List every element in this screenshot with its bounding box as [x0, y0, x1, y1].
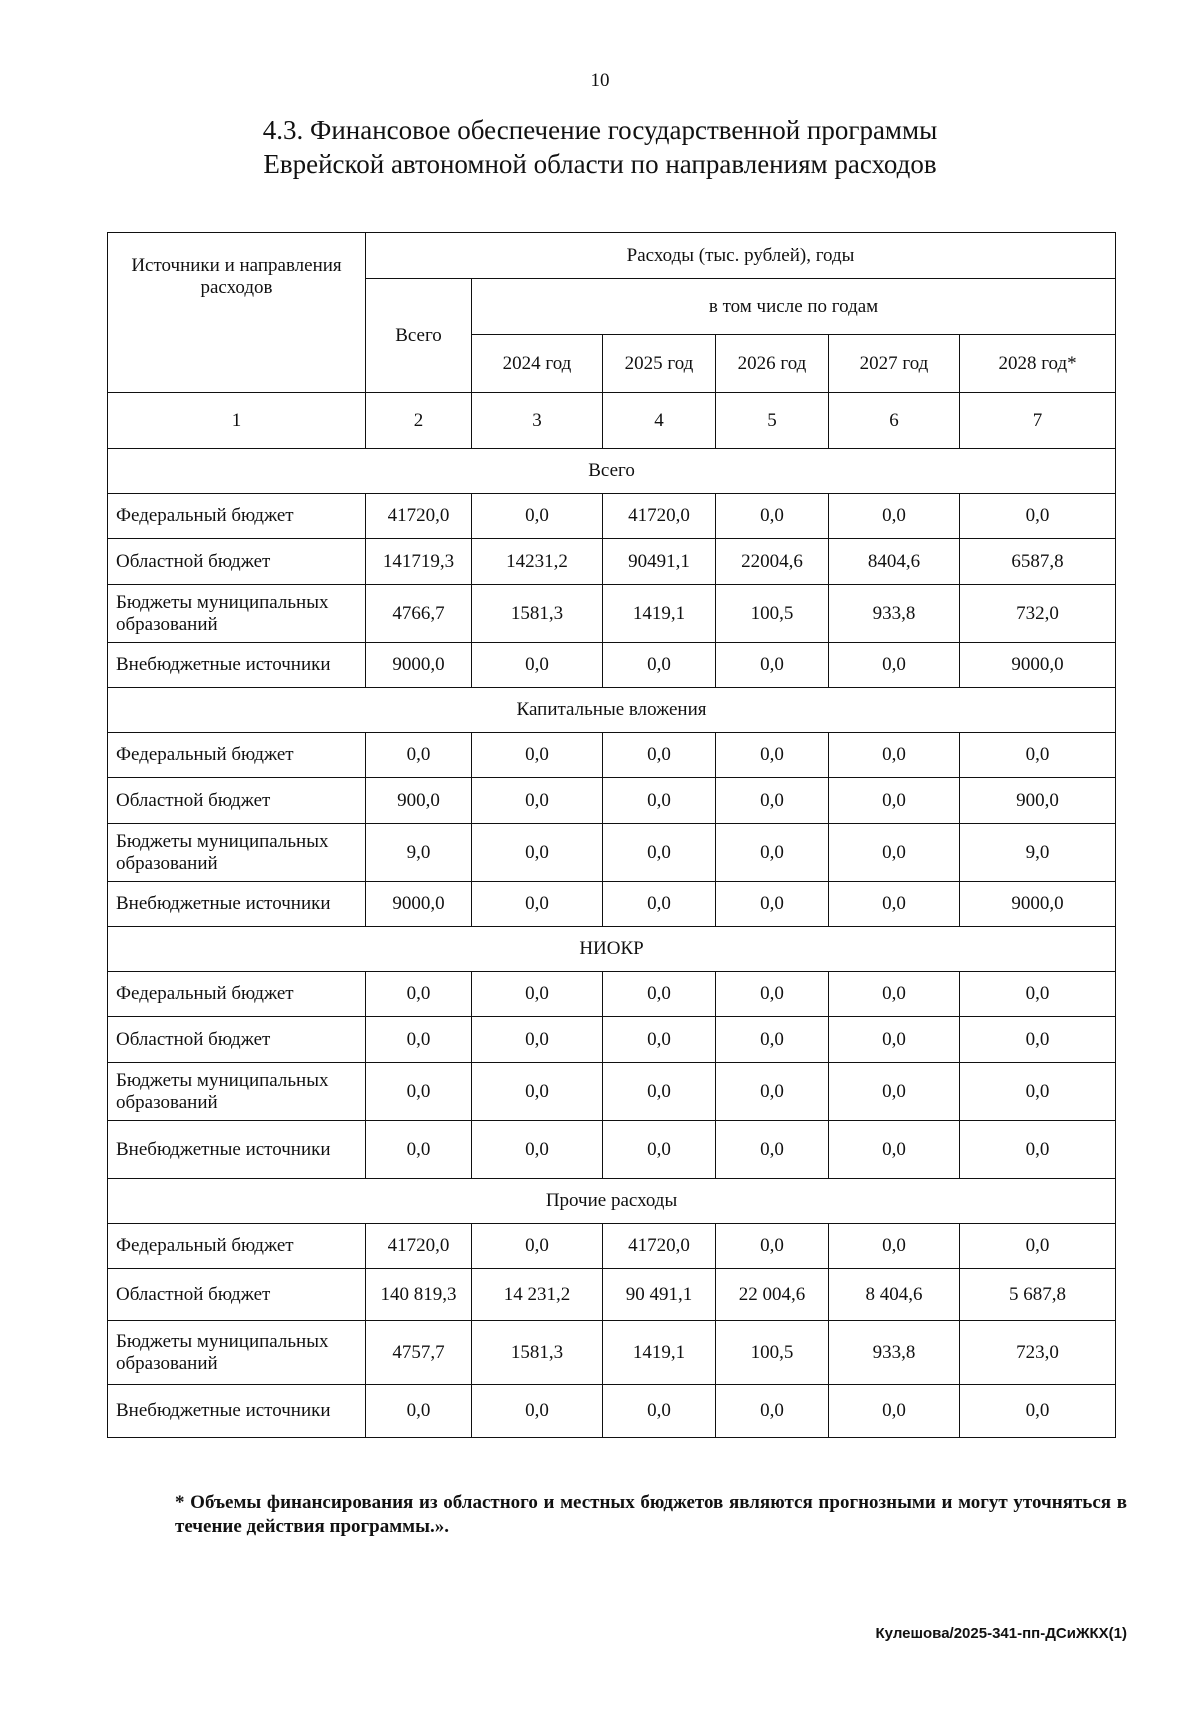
header-expenses: Расходы (тыс. рублей), годы [366, 233, 1116, 279]
section-header-row [108, 1179, 1116, 1224]
value-cell: 933,8 [829, 1321, 960, 1385]
value-cell: 9000,0 [960, 643, 1116, 688]
header-source: Источники и направления расходов [108, 233, 366, 393]
value-cell: 41720,0 [603, 1224, 716, 1269]
value-cell: 0,0 [960, 733, 1116, 778]
value-cell: 900,0 [366, 778, 472, 824]
value-cell: 0,0 [366, 733, 472, 778]
value-cell: 0,0 [716, 1385, 829, 1438]
value-cell: 0,0 [960, 972, 1116, 1017]
row-label: Бюджеты муниципальных образований [108, 585, 366, 643]
value-cell: 90491,1 [603, 539, 716, 585]
row-label: Областной бюджет [108, 778, 366, 824]
value-cell: 141719,3 [366, 539, 472, 585]
table-row [108, 539, 1116, 585]
section-header-row [108, 927, 1116, 972]
row-label: Бюджеты муниципальных образований [108, 824, 366, 882]
row-label: Областной бюджет [108, 1017, 366, 1063]
column-number: 7 [960, 393, 1116, 449]
value-cell: 0,0 [829, 1121, 960, 1179]
registration-number: Кулешова/2025-341-пп-ДСиЖКХ(1) [875, 1625, 1127, 1642]
value-cell: 0,0 [960, 1224, 1116, 1269]
page-title [0, 113, 1200, 181]
value-cell: 0,0 [603, 824, 716, 882]
value-cell: 0,0 [829, 494, 960, 539]
value-cell: 1419,1 [603, 585, 716, 643]
section-title: НИОКР [108, 927, 1116, 972]
value-cell: 9000,0 [960, 882, 1116, 927]
value-cell: 41720,0 [366, 1224, 472, 1269]
value-cell: 0,0 [829, 1385, 960, 1438]
value-cell: 14 231,2 [472, 1269, 603, 1321]
value-cell: 9000,0 [366, 882, 472, 927]
value-cell: 0,0 [829, 643, 960, 688]
value-cell: 0,0 [829, 733, 960, 778]
column-number: 5 [716, 393, 829, 449]
table-row [108, 882, 1116, 927]
value-cell: 0,0 [472, 494, 603, 539]
row-label: Федеральный бюджет [108, 733, 366, 778]
value-cell: 90 491,1 [603, 1269, 716, 1321]
value-cell: 9,0 [366, 824, 472, 882]
value-cell: 0,0 [960, 1017, 1116, 1063]
value-cell: 0,0 [603, 778, 716, 824]
value-cell: 140 819,3 [366, 1269, 472, 1321]
value-cell: 0,0 [960, 1121, 1116, 1179]
value-cell: 0,0 [366, 972, 472, 1017]
row-label: Федеральный бюджет [108, 972, 366, 1017]
value-cell: 0,0 [716, 1017, 829, 1063]
value-cell: 22 004,6 [716, 1269, 829, 1321]
value-cell: 5 687,8 [960, 1269, 1116, 1321]
row-label: Областной бюджет [108, 1269, 366, 1321]
table-row [108, 643, 1116, 688]
table-row [108, 733, 1116, 778]
value-cell: 0,0 [472, 643, 603, 688]
value-cell: 1581,3 [472, 585, 603, 643]
column-number: 3 [472, 393, 603, 449]
financing-table [107, 232, 1116, 1438]
row-label: Внебюджетные источники [108, 882, 366, 927]
value-cell: 900,0 [960, 778, 1116, 824]
table-row [108, 1224, 1116, 1269]
title-line-2: Еврейской автономной области по направлениям расходов [263, 149, 937, 179]
table-row [108, 1385, 1116, 1438]
value-cell: 0,0 [716, 733, 829, 778]
value-cell: 0,0 [716, 643, 829, 688]
value-cell: 0,0 [366, 1385, 472, 1438]
value-cell: 0,0 [472, 1017, 603, 1063]
value-cell: 0,0 [716, 778, 829, 824]
value-cell: 4757,7 [366, 1321, 472, 1385]
value-cell: 6587,8 [960, 539, 1116, 585]
value-cell: 0,0 [366, 1063, 472, 1121]
section-title: Капитальные вложения [108, 688, 1116, 733]
value-cell: 0,0 [603, 1063, 716, 1121]
value-cell: 0,0 [472, 1121, 603, 1179]
value-cell: 0,0 [960, 494, 1116, 539]
value-cell: 0,0 [829, 1063, 960, 1121]
value-cell: 0,0 [716, 972, 829, 1017]
section-title: Прочие расходы [108, 1179, 1116, 1224]
value-cell: 0,0 [472, 882, 603, 927]
value-cell: 0,0 [603, 882, 716, 927]
column-number-row [108, 393, 1116, 449]
value-cell: 22004,6 [716, 539, 829, 585]
row-label: Федеральный бюджет [108, 494, 366, 539]
value-cell: 0,0 [472, 1385, 603, 1438]
table-row [108, 972, 1116, 1017]
value-cell: 8404,6 [829, 539, 960, 585]
value-cell: 41720,0 [603, 494, 716, 539]
value-cell: 0,0 [366, 1017, 472, 1063]
row-label: Областной бюджет [108, 539, 366, 585]
value-cell: 0,0 [829, 972, 960, 1017]
value-cell: 1581,3 [472, 1321, 603, 1385]
row-label: Внебюджетные источники [108, 643, 366, 688]
value-cell: 0,0 [716, 1224, 829, 1269]
value-cell: 0,0 [603, 733, 716, 778]
column-number: 6 [829, 393, 960, 449]
header-total: Всего [366, 279, 472, 393]
column-number: 2 [366, 393, 472, 449]
header-year-2026: 2026 год [716, 335, 829, 393]
table-row [108, 824, 1116, 882]
column-number: 4 [603, 393, 716, 449]
value-cell: 0,0 [716, 882, 829, 927]
value-cell: 0,0 [603, 972, 716, 1017]
header-year-2028: 2028 год* [960, 335, 1116, 393]
value-cell: 0,0 [716, 494, 829, 539]
value-cell: 0,0 [829, 778, 960, 824]
value-cell: 0,0 [829, 1017, 960, 1063]
value-cell: 8 404,6 [829, 1269, 960, 1321]
value-cell: 723,0 [960, 1321, 1116, 1385]
value-cell: 100,5 [716, 585, 829, 643]
row-label: Бюджеты муниципальных образований [108, 1063, 366, 1121]
column-number: 1 [108, 393, 366, 449]
value-cell: 0,0 [603, 1121, 716, 1179]
value-cell: 4766,7 [366, 585, 472, 643]
table-row [108, 1017, 1116, 1063]
value-cell: 0,0 [472, 1063, 603, 1121]
value-cell: 0,0 [716, 1063, 829, 1121]
footnote: * Объемы финансирования из областного и местных бюджетов являются прогнозными и могут уточняться в течение действия программы.». [175, 1492, 1127, 1537]
page-number: 10 [590, 70, 610, 91]
header-by-years: в том числе по годам [472, 279, 1116, 335]
value-cell: 100,5 [716, 1321, 829, 1385]
value-cell: 0,0 [603, 643, 716, 688]
table-row [108, 1269, 1116, 1321]
value-cell: 0,0 [472, 733, 603, 778]
table-row [108, 778, 1116, 824]
section-title: Всего [108, 449, 1116, 494]
value-cell: 9000,0 [366, 643, 472, 688]
value-cell: 0,0 [472, 824, 603, 882]
value-cell: 9,0 [960, 824, 1116, 882]
section-header-row [108, 688, 1116, 733]
value-cell: 0,0 [716, 824, 829, 882]
header-year-2024: 2024 год [472, 335, 603, 393]
value-cell: 41720,0 [366, 494, 472, 539]
row-label: Федеральный бюджет [108, 1224, 366, 1269]
header-year-2025: 2025 год [603, 335, 716, 393]
row-label: Внебюджетные источники [108, 1121, 366, 1179]
table-row [108, 494, 1116, 539]
value-cell: 0,0 [366, 1121, 472, 1179]
value-cell: 732,0 [960, 585, 1116, 643]
value-cell: 0,0 [829, 882, 960, 927]
value-cell: 1419,1 [603, 1321, 716, 1385]
row-label: Бюджеты муниципальных образований [108, 1321, 366, 1385]
table-row [108, 1063, 1116, 1121]
value-cell: 933,8 [829, 585, 960, 643]
value-cell: 0,0 [960, 1063, 1116, 1121]
section-header-row [108, 449, 1116, 494]
value-cell: 14231,2 [472, 539, 603, 585]
table-row [108, 1121, 1116, 1179]
value-cell: 0,0 [829, 1224, 960, 1269]
table-row [108, 1321, 1116, 1385]
value-cell: 0,0 [603, 1385, 716, 1438]
value-cell: 0,0 [472, 778, 603, 824]
value-cell: 0,0 [716, 1121, 829, 1179]
value-cell: 0,0 [472, 972, 603, 1017]
header-year-2027: 2027 год [829, 335, 960, 393]
title-line-1: 4.3. Финансовое обеспечение государственной программы [262, 115, 938, 145]
value-cell: 0,0 [960, 1385, 1116, 1438]
row-label: Внебюджетные источники [108, 1385, 366, 1438]
table-row [108, 585, 1116, 643]
value-cell: 0,0 [603, 1017, 716, 1063]
value-cell: 0,0 [829, 824, 960, 882]
value-cell: 0,0 [472, 1224, 603, 1269]
